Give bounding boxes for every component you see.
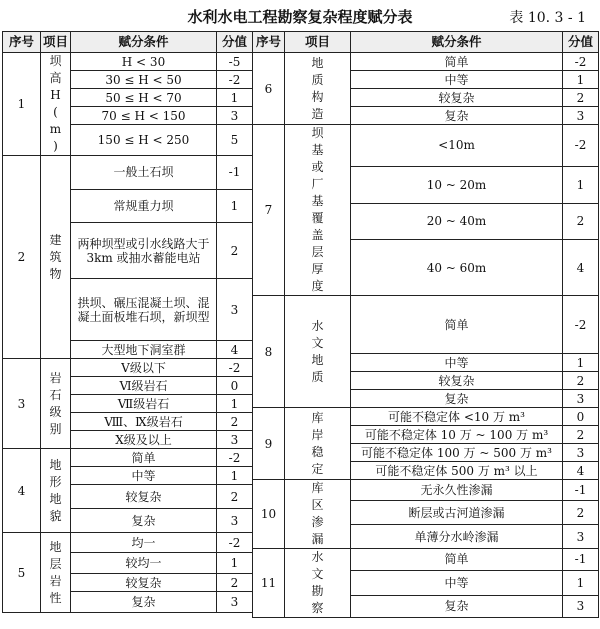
- right-score: 1: [563, 354, 599, 372]
- left-condition: 中等: [71, 467, 217, 485]
- left-condition: 一般土石坝: [71, 156, 217, 190]
- left-score: 3: [217, 279, 253, 341]
- header-item-right: 项目: [285, 32, 351, 53]
- left-score: -1: [217, 156, 253, 190]
- right-row-number: 9: [253, 408, 285, 480]
- right-condition: 10 ~ 20m: [351, 166, 563, 203]
- left-item-name: 坝 高 H ( m ): [41, 53, 71, 156]
- right-score: 3: [563, 107, 599, 125]
- right-score: -2: [563, 125, 599, 167]
- right-condition: 无永久性渗漏: [351, 480, 563, 501]
- left-condition: 30 ≤ H < 50: [71, 71, 217, 89]
- left-item-name: 地 形 地 貌: [41, 449, 71, 533]
- right-score: 2: [563, 203, 599, 240]
- left-row-number: 3: [3, 359, 41, 449]
- right-score: 3: [563, 525, 599, 549]
- header-no-left: 序号: [3, 32, 41, 53]
- left-condition: 大型地下洞室群: [71, 341, 217, 359]
- left-score: 3: [217, 107, 253, 125]
- left-score: -5: [217, 53, 253, 71]
- right-condition: <10m: [351, 125, 563, 167]
- right-score: 3: [563, 595, 599, 618]
- left-condition: 常规重力坝: [71, 189, 217, 223]
- left-row-number: 5: [3, 533, 41, 613]
- left-condition: Ⅵ级岩石: [71, 377, 217, 395]
- right-condition: 简单: [351, 296, 563, 354]
- table-number: 表 10. 3 - 1: [509, 10, 586, 26]
- left-row-number: 2: [3, 156, 41, 359]
- right-score: 2: [563, 89, 599, 107]
- right-condition: 单薄分水岭渗漏: [351, 525, 563, 549]
- left-score: 3: [217, 592, 253, 613]
- left-condition: 较均一: [71, 553, 217, 574]
- left-score: -2: [217, 71, 253, 89]
- right-item-name: 水 文 地 质: [285, 296, 351, 408]
- header-condition-right: 赋分条件: [351, 32, 563, 53]
- right-score: 2: [563, 372, 599, 390]
- left-score: 2: [217, 485, 253, 509]
- right-condition: 断层或古河道渗漏: [351, 501, 563, 525]
- left-row-number: 4: [3, 449, 41, 533]
- right-condition: 复杂: [351, 390, 563, 408]
- header-condition-left: 赋分条件: [71, 32, 217, 53]
- right-row-number: 11: [253, 549, 285, 618]
- right-score: 1: [563, 71, 599, 89]
- right-score: -2: [563, 296, 599, 354]
- left-score: 5: [217, 125, 253, 156]
- score-table: [2, 31, 599, 618]
- right-item-name: 水 文 勘 察: [285, 549, 351, 618]
- table-row: [3, 53, 599, 71]
- left-score: -2: [217, 449, 253, 467]
- left-score: 1: [217, 89, 253, 107]
- right-score: 2: [563, 501, 599, 525]
- left-score: 2: [217, 413, 253, 431]
- left-score: 1: [217, 189, 253, 223]
- header-score-left: 分值: [217, 32, 253, 53]
- right-condition: 简单: [351, 549, 563, 571]
- left-score: 3: [217, 509, 253, 533]
- right-score: -2: [563, 53, 599, 71]
- right-condition: 可能不稳定体 <10 万 m³: [351, 408, 563, 426]
- left-condition: 均一: [71, 533, 217, 553]
- right-condition: 40 ~ 60m: [351, 240, 563, 296]
- right-score: -1: [563, 549, 599, 571]
- left-condition: 复杂: [71, 509, 217, 533]
- right-row-number: 10: [253, 480, 285, 549]
- left-condition: H < 30: [71, 53, 217, 71]
- left-condition: Ⅴ级以下: [71, 359, 217, 377]
- right-row-number: 8: [253, 296, 285, 408]
- table-row: [3, 125, 599, 156]
- left-condition: 150 ≤ H < 250: [71, 125, 217, 156]
- right-condition: 复杂: [351, 595, 563, 618]
- right-row-number: 7: [253, 125, 285, 296]
- left-item-name: 岩 石 级 别: [41, 359, 71, 449]
- left-score: -2: [217, 359, 253, 377]
- left-condition: 简单: [71, 449, 217, 467]
- table-title: 水利水电工程勘察复杂程度赋分表: [187, 8, 413, 26]
- right-score: 4: [563, 240, 599, 296]
- left-condition: 较复杂: [71, 485, 217, 509]
- right-condition: 简单: [351, 53, 563, 71]
- left-condition: 较复杂: [71, 574, 217, 592]
- right-score: 0: [563, 408, 599, 426]
- right-score: 4: [563, 462, 599, 480]
- left-condition: 两种坝型或引水线路大于 3km 或抽水蓄能电站: [71, 223, 217, 279]
- right-condition: 较复杂: [351, 89, 563, 107]
- left-score: 4: [217, 341, 253, 359]
- right-item-name: 地 质 构 造: [285, 53, 351, 125]
- right-condition: 中等: [351, 570, 563, 595]
- left-score: 3: [217, 431, 253, 449]
- right-condition: 中等: [351, 354, 563, 372]
- right-item-name: 坝 基 或 厂 基 覆 盖 层 厚 度: [285, 125, 351, 296]
- left-item-name: 建 筑 物: [41, 156, 71, 359]
- left-condition: 70 ≤ H < 150: [71, 107, 217, 125]
- left-condition: 拱坝、碾压混凝土坝、混凝土面板堆石坝，新坝型: [71, 279, 217, 341]
- right-score: 2: [563, 426, 599, 444]
- left-score: 2: [217, 574, 253, 592]
- left-score: 1: [217, 395, 253, 413]
- right-condition: 中等: [351, 71, 563, 89]
- right-score: 1: [563, 166, 599, 203]
- right-score: -1: [563, 480, 599, 501]
- right-score: 3: [563, 390, 599, 408]
- right-item-name: 库 岸 稳 定: [285, 408, 351, 480]
- left-condition: Ⅹ级及以上: [71, 431, 217, 449]
- right-condition: 20 ~ 40m: [351, 203, 563, 240]
- left-condition: Ⅶ级岩石: [71, 395, 217, 413]
- left-score: -2: [217, 533, 253, 553]
- right-condition: 可能不稳定体 10 万 ~ 100 万 m³: [351, 426, 563, 444]
- left-score: 1: [217, 553, 253, 574]
- header-item-left: 项目: [41, 32, 71, 53]
- right-condition: 可能不稳定体 100 万 ~ 500 万 m³: [351, 444, 563, 462]
- right-item-name: 库 区 渗 漏: [285, 480, 351, 549]
- left-score: 0: [217, 377, 253, 395]
- left-condition: 50 ≤ H < 70: [71, 89, 217, 107]
- right-condition: 较复杂: [351, 372, 563, 390]
- left-row-number: 1: [3, 53, 41, 156]
- right-score: 1: [563, 570, 599, 595]
- right-row-number: 6: [253, 53, 285, 125]
- header-no-right: 序号: [253, 32, 285, 53]
- right-score: 3: [563, 444, 599, 462]
- left-score: 1: [217, 467, 253, 485]
- left-score: 2: [217, 223, 253, 279]
- left-condition: 复杂: [71, 592, 217, 613]
- header-row: [3, 32, 599, 53]
- right-condition: 可能不稳定体 500 万 m³ 以上: [351, 462, 563, 480]
- header-score-right: 分值: [563, 32, 599, 53]
- left-condition: Ⅷ、Ⅸ级岩石: [71, 413, 217, 431]
- table-caption: [0, 3, 600, 29]
- table-body: [3, 53, 599, 618]
- right-condition: 复杂: [351, 107, 563, 125]
- left-item-name: 地 层 岩 性: [41, 533, 71, 613]
